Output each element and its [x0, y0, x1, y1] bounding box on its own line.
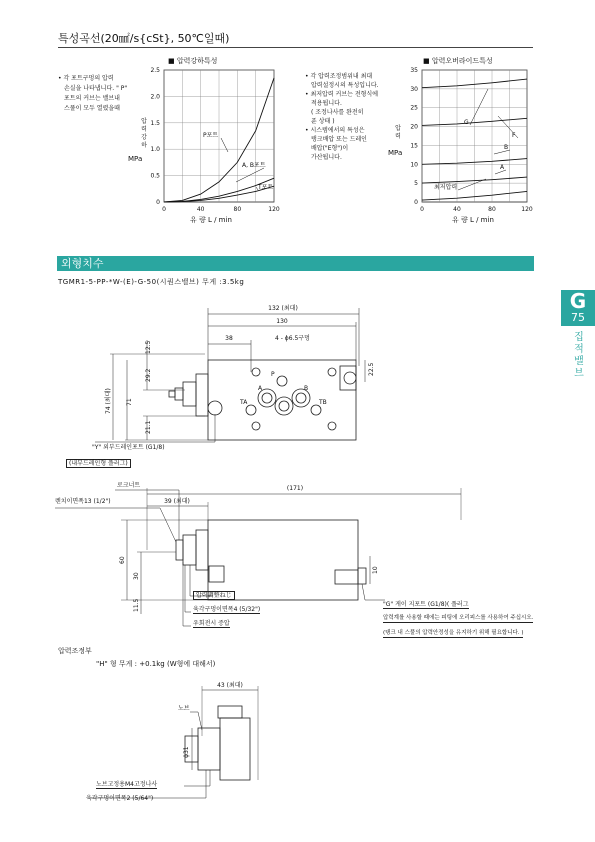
dim-text: 60: [119, 556, 126, 564]
y-tick-label: 1.5: [150, 119, 160, 127]
note-line: 탱크배압 또는 드레인: [311, 136, 367, 143]
section-title-dimensions: 외형치수: [57, 256, 534, 271]
note-line: • 각 압력조정범위내 최대: [305, 73, 373, 80]
x-tick-label: 80: [233, 206, 242, 213]
mounting-hole: [328, 368, 336, 376]
chart-right-heading: ■ 압력오버라이드특성: [423, 57, 493, 65]
note-line: 배압("E형")이: [311, 145, 349, 152]
hex-socket-label: 육각구멍이면폭4 (5/32"): [193, 606, 261, 613]
port-label: A: [258, 385, 263, 392]
port-tb: [311, 405, 321, 415]
ylabel-char: 력: [395, 133, 401, 140]
note-line: 푼 상태 ): [311, 118, 335, 125]
x-tick-label: 40: [196, 206, 205, 213]
right-plug: [340, 366, 356, 390]
mounting-hole: [252, 422, 260, 430]
chart-left-yunit: MPa: [128, 155, 143, 163]
y-tick-label: 5: [414, 180, 418, 188]
port-label: B: [304, 385, 309, 392]
knob-screw-label: 노브고정용M4고정나사: [96, 781, 158, 788]
dim-text: 4 - ϕ6.5구멍: [275, 335, 310, 342]
ylabel-char: 강: [141, 134, 147, 141]
dim-text: 39 (최대): [164, 498, 190, 505]
leader: [190, 712, 202, 730]
dim-text: 38: [225, 335, 233, 342]
note-line: • 시스템에서의 특성은: [305, 127, 365, 134]
plug: [208, 401, 222, 415]
hex-socket-label-small: 육각구멍이면폭2 (5/64"): [86, 795, 154, 802]
ylabel-char: 하: [141, 142, 147, 149]
chart-right-xlabel: 유 량 L / min: [452, 216, 494, 224]
right-plug-face: [344, 372, 356, 384]
leader: [362, 584, 385, 600]
dim-text: 10: [372, 566, 379, 574]
adjuster-knob: [183, 382, 196, 406]
model-line: TGMR1-5-PP-*W-(E)-G-50(시퀀스밸브) 무게 :3.5kg: [58, 278, 245, 286]
spool-center: [275, 397, 293, 415]
y-tick-label: 15: [410, 142, 418, 150]
y-tick-label: 0: [156, 199, 160, 206]
drain-port-callout: "Y" 외부드레인포트 (G1/8): [92, 444, 165, 451]
y-tick-label: 0: [414, 199, 418, 206]
y-tick-label: 2.5: [150, 67, 160, 74]
x-tick-label: 120: [268, 206, 280, 213]
dim-text: 71: [126, 398, 133, 406]
dim-text: (171): [286, 485, 304, 492]
series-label-leader: [221, 138, 228, 152]
knob-base: [220, 718, 250, 780]
dim-text: 132 (최대): [268, 305, 298, 312]
series-label: F: [512, 132, 516, 139]
adjuster-housing-side: [196, 530, 208, 570]
wrench-label: 렌치이면폭13 (1/2"): [55, 498, 111, 505]
dim-text: 30: [133, 572, 140, 580]
gauge-note-a: 압력계를 사용할 때에는 피팅에 오리피스를 사용하여 주십시오.: [383, 615, 534, 621]
knob-top: [218, 706, 242, 718]
adjuster-housing: [196, 374, 208, 416]
y-tick-label: 30: [410, 85, 418, 93]
series-label: B: [504, 144, 509, 151]
port-b: [296, 393, 306, 403]
dim-text: ϕ31: [183, 746, 190, 758]
series-label: A, B포트: [242, 162, 266, 169]
mounting-hole: [252, 368, 260, 376]
x-tick-label: 120: [521, 206, 533, 213]
knob-housing: [198, 728, 220, 770]
drain-plug-note: (내부드레인형 플러그): [66, 459, 131, 468]
x-tick-label: 0: [162, 206, 166, 213]
ylabel-char: 압: [395, 125, 401, 132]
note-line: • 최저압력 커브는 전형식에: [305, 91, 379, 98]
y-tick-label: 0.5: [150, 172, 160, 180]
series-label: G: [464, 119, 469, 126]
dim-text: 74 (최대): [105, 388, 112, 414]
g-port-label: "G" 게이 지포트 (G1/8)( 플러그: [383, 601, 469, 608]
dim-text: 11.5: [133, 598, 140, 612]
port-label: TA: [240, 399, 248, 406]
port-ta: [246, 405, 256, 415]
spool-inner: [279, 401, 289, 411]
y-tick-label: 35: [410, 67, 418, 74]
gauge-note-b: (탱크 내 스풀의 압력안정성을 유지하기 위해 필요합니다. ): [383, 630, 524, 636]
adjust-subtitle: "H" 형 무게 : +0.1kg (W형에 대해서): [96, 660, 216, 668]
series-label-leader: [494, 150, 510, 154]
dim-text: 43 (최대): [217, 682, 243, 689]
note-line: 포트의 커브는 밸브내: [64, 95, 120, 102]
adjuster-nut: [175, 388, 183, 400]
tab-side-label: 집적밸브: [574, 332, 584, 379]
y-tick-label: 2.0: [150, 93, 160, 101]
valve-body: [208, 360, 356, 440]
lower-plug: [209, 566, 224, 582]
leader: [55, 508, 176, 542]
g-port-plug: [358, 568, 366, 584]
note-line: 가산됩니다.: [311, 154, 342, 161]
chart-right-notes: [305, 72, 379, 162]
adjuster-knob-side: [183, 535, 196, 565]
chart-left-notes: [58, 74, 127, 114]
y-tick-label: 10: [410, 161, 418, 169]
dim-text: 12.5: [145, 340, 152, 354]
adjust-title: 압력조정부: [58, 647, 92, 655]
y-tick-label: 1.0: [150, 146, 160, 154]
section-title-characteristic-curves: 특성곡선(20㎟/s{cSt}, 50℃일때): [58, 32, 533, 48]
dim-text: 130: [276, 318, 288, 325]
x-tick-label: 0: [420, 206, 424, 213]
dim-text: 22.5: [368, 362, 375, 376]
note-line: 스풀이 모두 열렸을때: [64, 105, 120, 112]
chart-left-pressure-drop: [148, 64, 280, 214]
series-label-leader: [470, 89, 488, 125]
ylabel-char: 력: [141, 126, 147, 133]
note-line: 압력설정시의 특성입니다.: [311, 82, 379, 89]
note-line: • 각 포트구멍의 압력: [58, 75, 114, 82]
adjust-screw-label: 압력調整ねじ: [193, 591, 235, 600]
catalog-tab: [561, 290, 595, 326]
mounting-hole: [328, 422, 336, 430]
series-label-leader: [236, 168, 264, 182]
chart-left-xlabel: 유 량 L / min: [190, 216, 232, 224]
note-line: 적용됩니다.: [311, 100, 342, 107]
locknut-side: [176, 540, 183, 560]
port-label: TB: [319, 399, 327, 406]
right-side-plug: [335, 570, 358, 584]
x-tick-label: 40: [453, 206, 461, 213]
port-a: [262, 393, 272, 403]
dim-text: 21.1: [145, 420, 152, 434]
locknut-label: 로크너트: [117, 482, 141, 489]
series-label: T포트: [258, 184, 274, 191]
series-label: 최저압력: [434, 184, 458, 191]
clockwise-label: 우회전시 증압: [193, 620, 230, 627]
y-tick-label: 25: [410, 104, 418, 112]
knob-label: 노브: [178, 705, 190, 712]
port-label: P: [271, 371, 275, 378]
ylabel-char: 압: [141, 118, 147, 125]
adjuster-screw: [169, 391, 175, 397]
tab-letter: G: [569, 289, 587, 313]
note-line: 손실을 나타냅니다. " P": [64, 85, 128, 92]
x-tick-label: 80: [488, 206, 496, 213]
chart-right-pressure-override: [400, 64, 535, 214]
port-p: [277, 376, 287, 386]
chart-left-heading: ■ 압력강하특성: [168, 57, 218, 65]
series-label: P포트: [203, 132, 219, 139]
drawing-front-view: [55, 296, 395, 471]
dim-text: 29.2: [145, 368, 152, 382]
note-line: ( 조정나사를 완전히: [311, 109, 364, 116]
y-tick-label: 20: [410, 123, 418, 131]
series-label: A: [500, 164, 505, 171]
chart-right-yunit: MPa: [388, 149, 403, 157]
valve-body-side: [208, 520, 358, 600]
tab-page-number: 75: [571, 311, 585, 324]
